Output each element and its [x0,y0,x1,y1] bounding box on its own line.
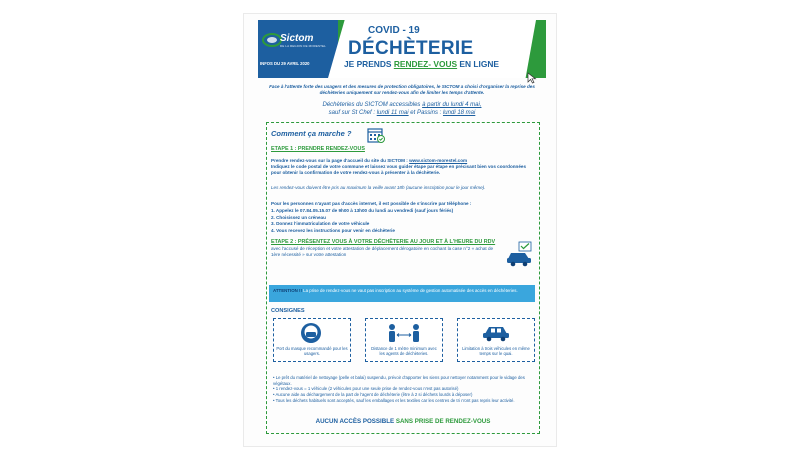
access-passins-date: lundi 18 mai [442,109,476,116]
cursor-icon [527,72,537,84]
final-highlight: SANS PRISE DE RENDEZ-VOUS [395,418,491,425]
subtitle-post: EN LIGNE [457,59,499,69]
flyer-page [244,14,556,446]
card-mask-text: Port du masque recommandé pour les usagers. [276,346,348,357]
attention-body: La prise de rendez-vous ne vaut pas inscription au système de gestion automatisée des accès en déchèteries. [301,288,518,293]
logo-subtitle: DE LA REGION DE MORESTEL [280,44,326,48]
step2-title: ETAPE 2 : PRÉSENTEZ VOUS À VOTRE DÉCHÈTERIE AU JOUR ET À L'HEURE DU RDV [271,239,496,245]
subtitle [344,59,499,69]
phone-step: 1. Appelez le 07.84.05.15.07 de 9h00 à 13h00 du lundi au vendredi (sauf jours fériés) [271,208,454,213]
phone-intro: Pour les personnes n'ayant pas d'accès internet, il est possible de s'inscrire par téléphone : [271,201,472,206]
subtitle-pre: JE PRENDS [344,59,394,69]
logo-name: Sictom [280,33,314,44]
access-line2-pre: sauf sur St Chef : [328,109,377,116]
main-title: DÉCHÈTERIE [348,38,474,59]
access-line1-date: à partir du lundi 4 mai, [422,102,482,108]
final-pre: AUCUN ACCÈS POSSIBLE [315,418,396,425]
step1-paragraph [271,158,533,175]
info-date: INFOS DU 29 AVRIL 2020 [260,61,310,66]
car-icon [505,241,535,267]
how-heading: Comment ça marche ? [271,129,352,138]
phone-step: 3. Donnez l'immatriculation de votre véhicule [271,221,370,227]
access-line2-mid: et Passins : [408,109,443,116]
attention-label: ATTENTION !! [273,288,302,293]
access-line1-pre: Déchèteries du SICTOM accessibles [322,102,423,108]
step2-text: avec l'accusé de réception et votre attestation de déplacement dérogatoire en cochant la case n°2 « achat de 1ère nécessité » sur votre attestation [271,246,494,257]
covid-label: COVID - 19 [368,25,420,36]
rule-item: • Tous les déchets habituels sont acceptés, sauf les emballages et les textiles car les centres de tri n'ont pas repris leur activité. [273,397,515,403]
rules-list [273,375,537,403]
access-dates [266,102,538,117]
step1-p1-post: Indiquez le code postal de votre commune et laissez vous guider étape par étape en précisant bien vos coordonnées pour obtenir la confirmation de votre rendez-vous à présenter à la déchèterie. [271,163,527,175]
consignes-title: CONSIGNES [271,308,305,314]
calendar-icon [367,127,385,143]
instructions-box [266,122,540,434]
step1-p1-pre: Prendre rendez-vous sur la page d'accueil du site du SICTOM : [271,158,410,163]
sictom-website-link[interactable]: www.sictom-morestel.com [409,158,468,163]
attention-banner [269,285,535,302]
consigne-card-distance [365,318,443,362]
mask-face-icon [300,322,322,344]
rule-item: • Aucune aide au déchargement de la part de l'agent de déchèterie (être à 2 si déchets lourds à déposer) [273,391,473,397]
subtitle-highlight: RENDEZ- VOUS [393,59,458,69]
access-stchef-date: lundi 11 mai [376,109,409,116]
phone-step: 4. Vous recevez les instructions pour venir en déchèterie [271,227,395,233]
final-notice [267,418,539,425]
card-distance-text: Distance de 1 mètre minimum avec les agents de déchèteries. [371,346,437,357]
phone-steps-list [271,208,501,234]
rule-item: • 1 rendez-vous = 1 véhicule (2 véhicules pour une seule prise de rendez-vous n'est pas autorisé) [273,386,459,392]
consigne-card-mask [273,318,351,362]
rule-item: • Le prêt du matériel de nettoyage (pelle et balai) suspendu, prévoir d'apporter les siens pour nettoyer notamment pour le vidage des végétaux. [273,375,525,386]
step1-title: ETAPE 1 : PRENDRE RENDEZ-VOUS [271,146,365,152]
phone-step: 2. Choisissez un créneau [271,214,326,220]
distance-people-icon [386,323,422,343]
attention-text [273,288,531,294]
header-banner [258,20,546,78]
intro-text: Face à l'attente forte des usagers et des mesures de protection obligatoires, le SICTOM a choisi d'organiser la reprise des déchèteries uniquement sur rendez-vous afin de limiter les temps d'attente. [269,84,535,95]
card-vehicles-text: Limitation à trois véhicules en même temps sur le quai. [462,346,530,357]
step1-note: Les rendez-vous doivent être pris au maximum la veille avant 18h (aucune inscription pour le jour même). [271,185,486,190]
vehicle-icon [482,324,510,342]
consigne-card-vehicles [457,318,535,362]
